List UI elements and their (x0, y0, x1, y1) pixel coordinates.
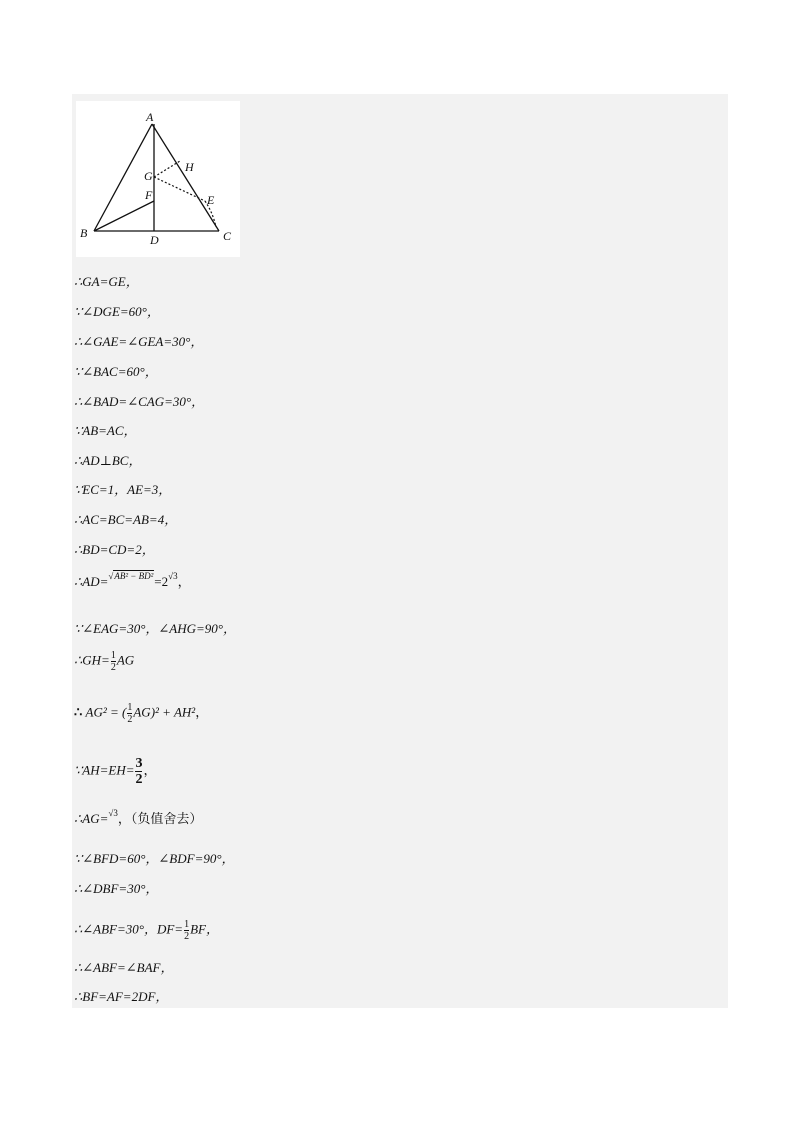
proof-line-11 (74, 571, 191, 591)
ad-prefix: ∴AD= (74, 574, 109, 589)
fraction-numerator: 3 (135, 756, 143, 771)
label-h: H (185, 160, 194, 174)
ad-suffix: ， (177, 574, 191, 589)
fraction-three-halves (135, 756, 142, 787)
proof-line-12: ∵∠EAG=30°，∠AHG=90°， (74, 621, 236, 636)
proof-line-8: ∵EC=1，AE=3， (74, 482, 172, 497)
ag-suffix: ，（负值舍去） (117, 811, 203, 826)
proof-line-18: ∴∠DBF=30°， (74, 881, 159, 896)
equation-rhs: AG)² + AH² (133, 704, 196, 720)
fraction-denominator: 2 (184, 931, 190, 942)
fraction-numerator: 1 (110, 650, 116, 661)
label-d: D (150, 233, 159, 247)
ad-radical: √3 (168, 571, 178, 581)
segment-bf (94, 201, 154, 231)
fraction-half (127, 702, 132, 725)
gh-prefix: ∴GH= (74, 652, 110, 668)
triangle-diagram (76, 101, 240, 257)
ad-radicand: AB² − BD² (114, 571, 154, 581)
label-f: F (145, 188, 153, 202)
ad-mid: =2 (154, 574, 169, 589)
label-e: E (207, 193, 215, 207)
fraction-denominator: 2 (110, 662, 116, 673)
ah-prefix: ∵AH=EH= (74, 762, 135, 778)
triangle-figure (76, 101, 240, 257)
ag-prefix: ∴AG= (74, 811, 109, 826)
fraction-half (184, 919, 189, 942)
proof-line-3: ∴∠GAE=∠GEA=30°， (74, 334, 204, 349)
proof-line-6: ∵AB=AC， (74, 423, 137, 438)
ad-sqrt: √AB² − BD² (108, 571, 154, 581)
label-b: B (80, 226, 88, 240)
therefore-symbol: ∴ (74, 704, 83, 720)
proof-line-19 (74, 919, 219, 942)
proof-line-9: ∴AC=BC=AB=4， (74, 512, 178, 527)
ag-radical: √3 (108, 808, 118, 818)
segment-gh (154, 161, 180, 177)
proof-line-2: ∵∠DGE=60°， (74, 304, 160, 319)
ah-suffix: ， (143, 762, 157, 778)
proof-line-13 (74, 650, 134, 673)
proof-line-20: ∴∠ABF=∠BAF， (74, 960, 174, 975)
fraction-denominator: 2 (127, 714, 133, 725)
gh-suffix: AG (116, 652, 135, 668)
side-ac (152, 124, 219, 231)
proof-line-7: ∴AD⊥BC， (74, 453, 142, 468)
proof-line-5: ∴∠BAD=∠CAG=30°， (74, 394, 205, 409)
proof-line-17: ∵∠BFD=60°，∠BDF=90°， (74, 851, 235, 866)
proof-line-21: ∴BF=AF=2DF， (74, 989, 169, 1004)
fraction-numerator: 1 (127, 702, 133, 713)
equation-lhs: AG² = ( (85, 704, 127, 720)
proof-line-16 (74, 808, 203, 828)
proof-line-4: ∵∠BAC=60°， (74, 364, 158, 379)
fraction-numerator: 1 (184, 919, 190, 930)
fraction-half (111, 650, 116, 673)
fraction-denominator: 2 (135, 772, 143, 787)
label-a: A (146, 110, 154, 124)
proof-line-10: ∴BD=CD=2， (74, 542, 155, 557)
proof-line-15 (74, 756, 157, 787)
df-suffix: BF， (190, 921, 219, 937)
equation-suffix: ， (195, 704, 209, 720)
label-g: G (144, 169, 153, 183)
label-c: C (223, 229, 232, 243)
proof-line-1: ∴GA=GE， (74, 274, 139, 289)
proof-line-14 (74, 702, 208, 725)
df-prefix: ∴∠ABF=30°，DF= (74, 921, 184, 937)
